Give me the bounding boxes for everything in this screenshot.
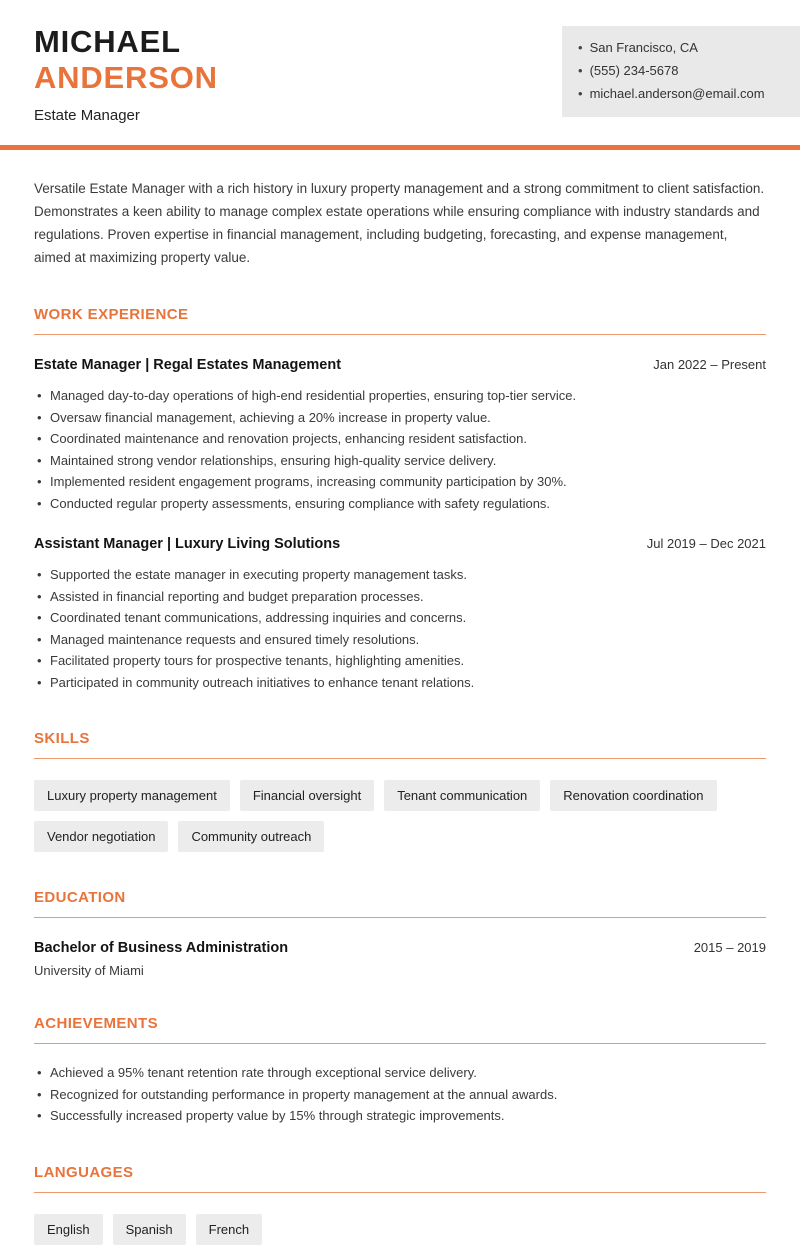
skill-tag: Vendor negotiation — [34, 821, 168, 852]
section-education — [34, 889, 766, 978]
bullet-item: • Managed day-to-day operations of high-end residential properties, ensuring top-tier service. — [34, 385, 766, 407]
skill-tag: Tenant communication — [384, 780, 540, 811]
skill-tag: Community outreach — [178, 821, 324, 852]
job-bullet-list — [34, 385, 766, 514]
bullet-item: • Maintained strong vendor relationships, ensuring high-quality service delivery. — [34, 450, 766, 472]
achievements-bullet-list — [34, 1062, 766, 1127]
language-tag: Spanish — [113, 1214, 186, 1245]
bullet-item: • Successfully increased property value by 15% through strategic improvements. — [34, 1105, 766, 1127]
education-entry — [34, 940, 766, 978]
education-school: University of Miami — [34, 963, 144, 978]
section-heading-achievements: ACHIEVEMENTS — [34, 1015, 766, 1044]
bullet-item: • Supported the estate manager in executing property management tasks. — [34, 564, 766, 586]
job-dates: Jan 2022 – Present — [653, 357, 766, 372]
bullet-item: • Recognized for outstanding performance in property management at the annual awards. — [34, 1084, 766, 1106]
contact-phone — [578, 59, 786, 82]
bullet-item: • Conducted regular property assessments, ensuring compliance with safety regulations. — [34, 493, 766, 515]
header — [0, 0, 800, 124]
section-heading-skills: SKILLS — [34, 730, 766, 759]
job-entry — [34, 536, 766, 693]
bullet-item: • Implemented resident engagement programs, increasing community participation by 30%. — [34, 471, 766, 493]
skill-tag: Renovation coordination — [550, 780, 716, 811]
section-heading-work: WORK EXPERIENCE — [34, 306, 766, 335]
language-tag: English — [34, 1214, 103, 1245]
bullet-item: • Achieved a 95% tenant retention rate through exceptional service delivery. — [34, 1062, 766, 1084]
bullet-item: • Participated in community outreach initiatives to enhance tenant relations. — [34, 672, 766, 694]
contact-location-text: • San Francisco, CA — [589, 40, 698, 55]
section-heading-education: EDUCATION — [34, 889, 766, 918]
name-first: MICHAEL — [34, 24, 181, 59]
bullet-item: • Coordinated maintenance and renovation projects, enhancing resident satisfaction. — [34, 428, 766, 450]
skill-tag: Financial oversight — [240, 780, 374, 811]
headline-title: Estate Manager — [34, 107, 140, 124]
bullet-item: • Oversaw financial management, achieving a 20% increase in property value. — [34, 407, 766, 429]
language-tag: French — [196, 1214, 262, 1245]
bullet-item: • Assisted in financial reporting and budget preparation processes. — [34, 586, 766, 608]
languages-tag-list — [34, 1214, 766, 1245]
section-skills — [34, 730, 766, 852]
education-header — [34, 940, 766, 956]
job-header — [34, 536, 766, 552]
section-languages — [34, 1164, 766, 1245]
job-entry — [34, 357, 766, 514]
header-accent-bar — [0, 145, 800, 150]
education-dates: 2015 – 2019 — [693, 940, 766, 955]
contact-box — [562, 26, 800, 117]
skill-tag: Luxury property management — [34, 780, 230, 811]
content — [0, 177, 800, 1245]
contact-phone-text: • (555) 234-5678 — [589, 63, 679, 78]
bullet-item: • Facilitated property tours for prospective tenants, highlighting amenities. — [34, 650, 766, 672]
job-bullet-list — [34, 564, 766, 693]
job-dates: Jul 2019 – Dec 2021 — [646, 536, 766, 551]
section-heading-languages: LANGUAGES — [34, 1164, 766, 1193]
summary-paragraph: Versatile Estate Manager with a rich history in luxury property management and a strong commitment to client satisfaction. Demonstrates a keen ability to manage complex estate operations while ensuring compliance with industry standards and regulations. Proven expertise in financial management, including budgeting, forecasting, and expense management, aimed at maximizing property value. — [34, 181, 765, 265]
job-title: Estate Manager | Regal Estates Management — [34, 357, 342, 373]
contact-email-text: • michael.anderson@email.com — [589, 86, 765, 101]
section-work-experience — [34, 306, 766, 693]
bullet-item: • Coordinated tenant communications, addressing inquiries and concerns. — [34, 607, 766, 629]
name-last: ANDERSON — [34, 60, 218, 95]
contact-email — [578, 82, 786, 105]
job-header — [34, 357, 766, 373]
skills-tag-list — [34, 780, 766, 852]
section-achievements — [34, 1015, 766, 1127]
bullet-item: • Managed maintenance requests and ensured timely resolutions. — [34, 629, 766, 651]
job-title: Assistant Manager | Luxury Living Solutions — [34, 536, 341, 552]
education-degree: Bachelor of Business Administration — [34, 940, 289, 956]
contact-location — [578, 36, 786, 59]
